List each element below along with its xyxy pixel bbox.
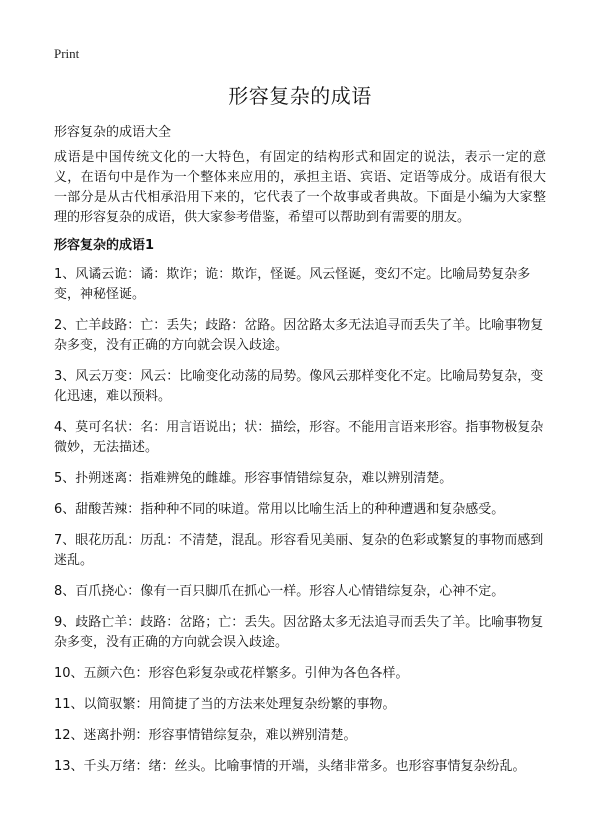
page-title: 形容复杂的成语 (228, 84, 372, 108)
idiom-entry: 4、莫可名状：名：用言语说出；状：描绘，形容。不能用言语来形容。指事物极复杂微妙，无法描述。 (54, 420, 544, 455)
idiom-entry: 2、亡羊歧路：亡：丢失；歧路：岔路。因岔路太多无法追寻而丢失了羊。比喻事物复杂多变，没有正确的方向就会误入歧途。 (54, 318, 544, 353)
idiom-entry: 1、风谲云诡：谲：欺诈；诡：欺诈，怪诞。风云怪诞，变幻不定。比喻局势复杂多变，神秘怪诞。 (54, 267, 531, 302)
idiom-entry: 11、以简驭繁：用简捷了当的方法来处理复杂纷繁的事物。 (54, 697, 396, 712)
section-heading: 形容复杂的成语1 (54, 238, 155, 253)
idiom-entry: 3、风云万变：风云：比喻变化动荡的局势。像风云那样变化不定。比喻局势复杂，变化迅速，难以预料。 (54, 369, 544, 404)
idiom-entry: 6、甜酸苦辣：指种种不同的味道。常用以比喻生活上的种种遭遇和复杂感受。 (54, 502, 505, 517)
intro-paragraph: 成语是中国传统文化的一大特色，有固定的结构形式和固定的说法，表示一定的意义，在语句中是作为一个整体来应用的，承担主语、宾语、定语等成分。成语有很大一部分是从古代相承沿用下来的，它代表了一个故事或者典故。下面是小编为大家整理的形容复杂的成语，供大家参考借鉴，希望可以帮助到有需要的朋友。 (54, 150, 546, 225)
idiom-entry: 13、千头万绪：绪：丝头。比喻事情的开端，头绪非常多。也形容事情复杂纷乱。 (54, 759, 526, 774)
idiom-list (54, 265, 548, 788)
idiom-entry: 12、迷离扑朔：形容事情错综复杂，难以辨别清楚。 (54, 728, 357, 743)
idiom-entry: 5、扑朔迷离：指难辨兔的雌雄。形容事情错综复杂，难以辨别清楚。 (54, 471, 453, 486)
idiom-entry: 8、百爪挠心：像有一百只脚爪在抓心一样。形容人心情错综复杂，心神不定。 (54, 584, 505, 599)
idiom-entry: 7、眼花历乱：历乱：不清楚，混乱。形容看见美丽、复杂的色彩或繁复的事物而感到迷乱。 (54, 533, 544, 568)
idiom-entry: 10、五颜六色：形容色彩复杂或花样繁多。引伸为各色各样。 (54, 666, 409, 681)
idiom-entry: 9、歧路亡羊：歧路：岔路；亡：丢失。因岔路太多无法追寻而丢失了羊。比喻事物复杂多变，没有正确的方向就会误入歧途。 (54, 615, 544, 650)
print-link[interactable]: Print (54, 46, 80, 61)
document-subtitle: 形容复杂的成语大全 (54, 125, 172, 140)
